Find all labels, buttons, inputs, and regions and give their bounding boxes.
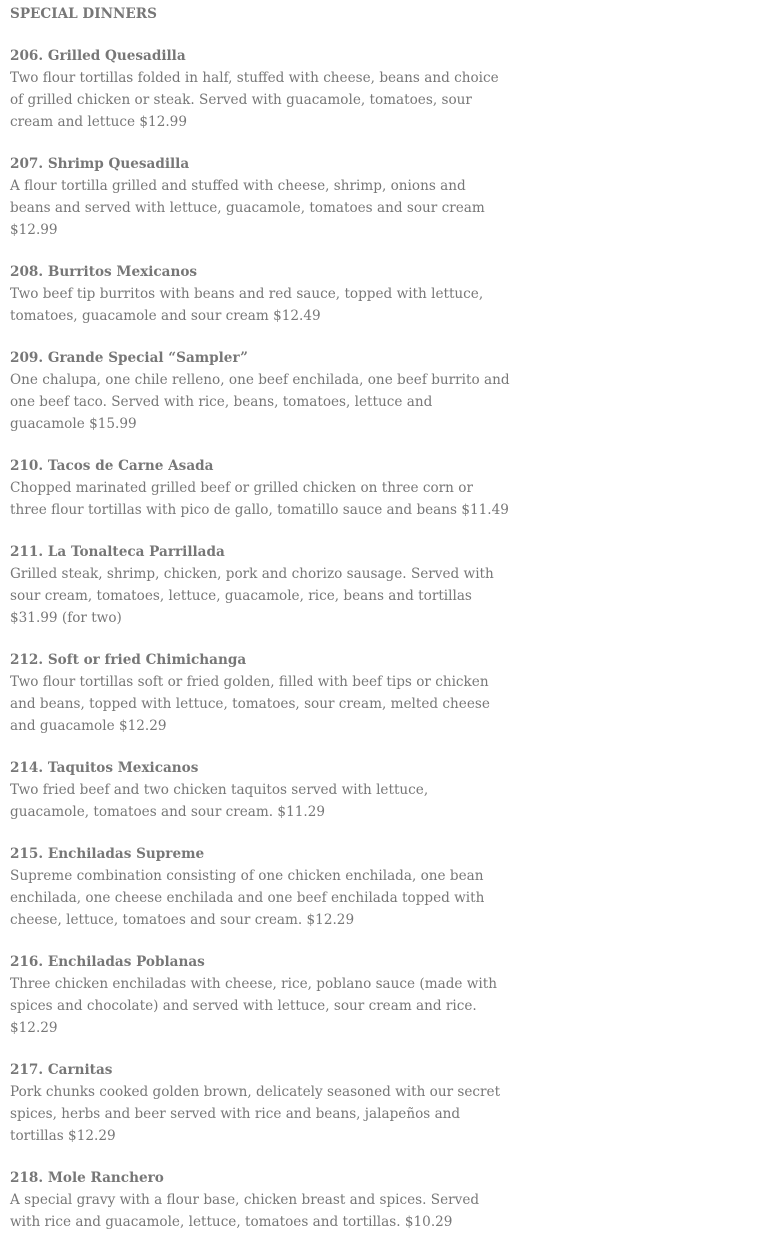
- item-name: 212. Soft or fried Chimichanga: [10, 652, 247, 668]
- menu-item-211: [10, 541, 510, 629]
- item-description: Three chicken enchiladas with cheese, rice, poblano sauce (made with spices and chocolate) and served with lettuce, sour cream and rice. $12.29: [10, 976, 497, 1036]
- item-name: 209. Grande Special “Sampler”: [10, 350, 248, 366]
- item-description: A special gravy with a flour base, chicken breast and spices. Served with rice and guacamole, lettuce, tomatoes and tortillas. $10.29: [10, 1192, 480, 1230]
- item-name: 218. Mole Ranchero: [10, 1170, 164, 1186]
- menu-item-218: [10, 1167, 510, 1233]
- menu-item-212: [10, 649, 510, 737]
- menu-item-215: [10, 843, 510, 931]
- item-description: A flour tortilla grilled and stuffed with cheese, shrimp, onions and beans and served with lettuce, guacamole, tomatoes and sour cream $12.99: [10, 178, 485, 238]
- menu-item-209: [10, 347, 510, 435]
- item-name: 210. Tacos de Carne Asada: [10, 458, 214, 474]
- menu-item-217: [10, 1059, 510, 1147]
- item-name: 207. Shrimp Quesadilla: [10, 156, 190, 172]
- item-name: 208. Burritos Mexicanos: [10, 264, 198, 280]
- item-description: Supreme combination consisting of one chicken enchilada, one bean enchilada, one cheese enchilada and one beef enchilada topped with cheese, lettuce, tomatoes and sour cream. $12.29: [10, 868, 485, 928]
- item-name: 214. Taquitos Mexicanos: [10, 760, 199, 776]
- menu-item-216: [10, 951, 510, 1039]
- item-description: Two flour tortillas folded in half, stuffed with cheese, beans and choice of grilled chicken or steak. Served with guacamole, tomatoes, sour cream and lettuce $12.99: [10, 70, 499, 130]
- menu-item-214: [10, 757, 510, 823]
- item-description: Two flour tortillas soft or fried golden, filled with beef tips or chicken and beans, topped with lettuce, tomatoes, sour cream, melted cheese and guacamole $12.29: [10, 674, 490, 734]
- menu-item-210: [10, 455, 510, 521]
- item-name: 217. Carnitas: [10, 1062, 113, 1078]
- item-name: 215. Enchiladas Supreme: [10, 846, 205, 862]
- item-description: One chalupa, one chile relleno, one beef enchilada, one beef burrito and one beef taco. Served with rice, beans, tomatoes, lettuce and guacamole $15.99: [10, 372, 510, 432]
- item-description: Chopped marinated grilled beef or grilled chicken on three corn or three flour tortillas with pico de gallo, tomatillo sauce and beans $11.49: [10, 480, 509, 518]
- item-description: Pork chunks cooked golden brown, delicately seasoned with our secret spices, herbs and beer served with rice and beans, jalapeños and tortillas $12.29: [10, 1084, 501, 1144]
- item-description: Two beef tip burritos with beans and red sauce, topped with lettuce, tomatoes, guacamole and sour cream $12.49: [10, 286, 484, 324]
- item-name: 206. Grilled Quesadilla: [10, 48, 186, 64]
- item-name: 211. La Tonalteca Parrillada: [10, 544, 225, 560]
- menu-item-208: [10, 261, 510, 327]
- item-description: Grilled steak, shrimp, chicken, pork and chorizo sausage. Served with sour cream, tomatoes, lettuce, guacamole, rice, beans and tortillas $31.99 (for two): [10, 566, 494, 626]
- section-title: SPECIAL DINNERS: [10, 6, 157, 22]
- item-description: Two fried beef and two chicken taquitos served with lettuce, guacamole, tomatoes and sour cream. $11.29: [10, 782, 429, 820]
- menu-item-206: [10, 45, 510, 133]
- menu-item-207: [10, 153, 510, 241]
- item-name: 216. Enchiladas Poblanas: [10, 954, 205, 970]
